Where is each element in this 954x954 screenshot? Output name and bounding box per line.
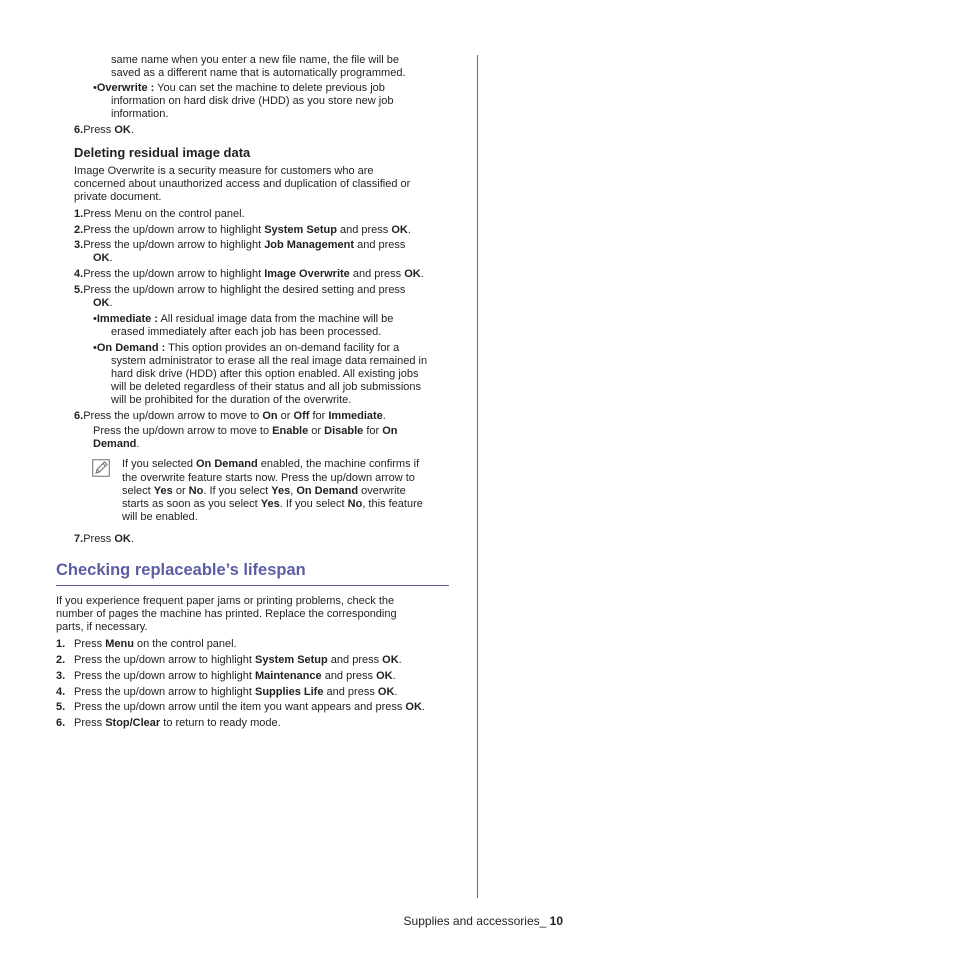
section-heading: Deleting residual image data bbox=[74, 145, 251, 160]
step-5-cont: OK. bbox=[93, 297, 113, 309]
step-6: 6.Press OK. bbox=[74, 124, 134, 136]
paragraph-line: Image Overwrite is a security measure for customers who are bbox=[74, 165, 374, 177]
paragraph-line: parts, if necessary. bbox=[56, 621, 148, 633]
paragraph-line: system administrator to erase all the real image data remained in bbox=[111, 355, 428, 367]
bullet-immediate: •Immediate : All residual image data from the machine will be bbox=[93, 313, 394, 325]
paragraph-line: If you experience frequent paper jams or printing problems, check the bbox=[56, 595, 395, 607]
step-6b-cont2: Demand. bbox=[93, 438, 140, 450]
step-6b-cont: Press the up/down arrow to move to Enable or Disable for On bbox=[93, 425, 398, 437]
note-line: select Yes or No. If you select Yes, On Demand overwrite bbox=[122, 485, 406, 497]
step-3-cont: OK. bbox=[93, 252, 113, 264]
check-step-6: 6. Press Stop/Clear to return to ready mode. bbox=[56, 717, 281, 729]
paragraph-line: will be prohibited for the duration of the overwrite. bbox=[111, 394, 352, 406]
paragraph-line: hard disk drive (HDD) after this option enabled. All existing jobs bbox=[111, 368, 419, 380]
step-6b: 6.Press the up/down arrow to move to On or Off for Immediate. bbox=[74, 410, 386, 422]
step-5: 5.Press the up/down arrow to highlight the desired setting and press bbox=[74, 284, 406, 296]
paragraph-line: private document. bbox=[74, 191, 162, 203]
paragraph-line: information. bbox=[111, 108, 169, 120]
bullet-on-demand: •On Demand : This option provides an on-demand facility for a bbox=[93, 342, 400, 354]
note-pencil-icon bbox=[92, 459, 110, 477]
paragraph-line: same name when you enter a new file name, the file will be bbox=[111, 54, 399, 66]
section-title-rule bbox=[56, 585, 449, 586]
step-2: 2.Press the up/down arrow to highlight System Setup and press OK. bbox=[74, 224, 411, 236]
paragraph-line: number of pages the machine has printed. Replace the corresponding bbox=[56, 608, 397, 620]
footer-section: Supplies and accessories_ bbox=[403, 914, 550, 928]
paragraph-line: erased immediately after each job has been processed. bbox=[111, 326, 382, 338]
section-title: Checking replaceable’s lifespan bbox=[56, 561, 306, 579]
column-divider bbox=[477, 55, 478, 898]
step-1: 1.Press Menu on the control panel. bbox=[74, 208, 245, 220]
check-step-1: 1. Press Menu on the control panel. bbox=[56, 638, 237, 650]
check-step-3: 3. Press the up/down arrow to highlight Maintenance and press OK. bbox=[56, 670, 396, 682]
check-step-2: 2. Press the up/down arrow to highlight System Setup and press OK. bbox=[56, 654, 402, 666]
check-step-4: 4. Press the up/down arrow to highlight Supplies Life and press OK. bbox=[56, 686, 398, 698]
note-line: If you selected On Demand enabled, the machine confirms if bbox=[122, 458, 420, 470]
step-7: 7.Press OK. bbox=[74, 533, 134, 545]
term-overwrite: Overwrite : bbox=[96, 82, 155, 94]
bullet-overwrite: •Overwrite : You can set the machine to delete previous job bbox=[93, 82, 385, 94]
page-number: 10 bbox=[549, 914, 563, 928]
paragraph-line: information on hard disk drive (HDD) as you store new job bbox=[111, 95, 394, 107]
note-line: the overwrite feature starts now. Press the up/down arrow to bbox=[122, 472, 415, 484]
note-line: will be enabled. bbox=[122, 511, 198, 523]
step-4: 4.Press the up/down arrow to highlight Image Overwrite and press OK. bbox=[74, 268, 424, 280]
step-3: 3.Press the up/down arrow to highlight Job Management and press bbox=[74, 239, 406, 251]
check-step-5: 5. Press the up/down arrow until the item you want appears and press OK. bbox=[56, 701, 425, 713]
paragraph-line: saved as a different name that is automatically programmed. bbox=[111, 67, 406, 79]
paragraph-line: concerned about unauthorized access and duplication of classified or bbox=[74, 178, 411, 190]
page-footer bbox=[404, 915, 563, 928]
note-line: starts as soon as you select Yes. If you select No, this feature bbox=[122, 498, 423, 510]
paragraph-line: will be deleted regardless of their status and all job submissions bbox=[111, 381, 421, 393]
